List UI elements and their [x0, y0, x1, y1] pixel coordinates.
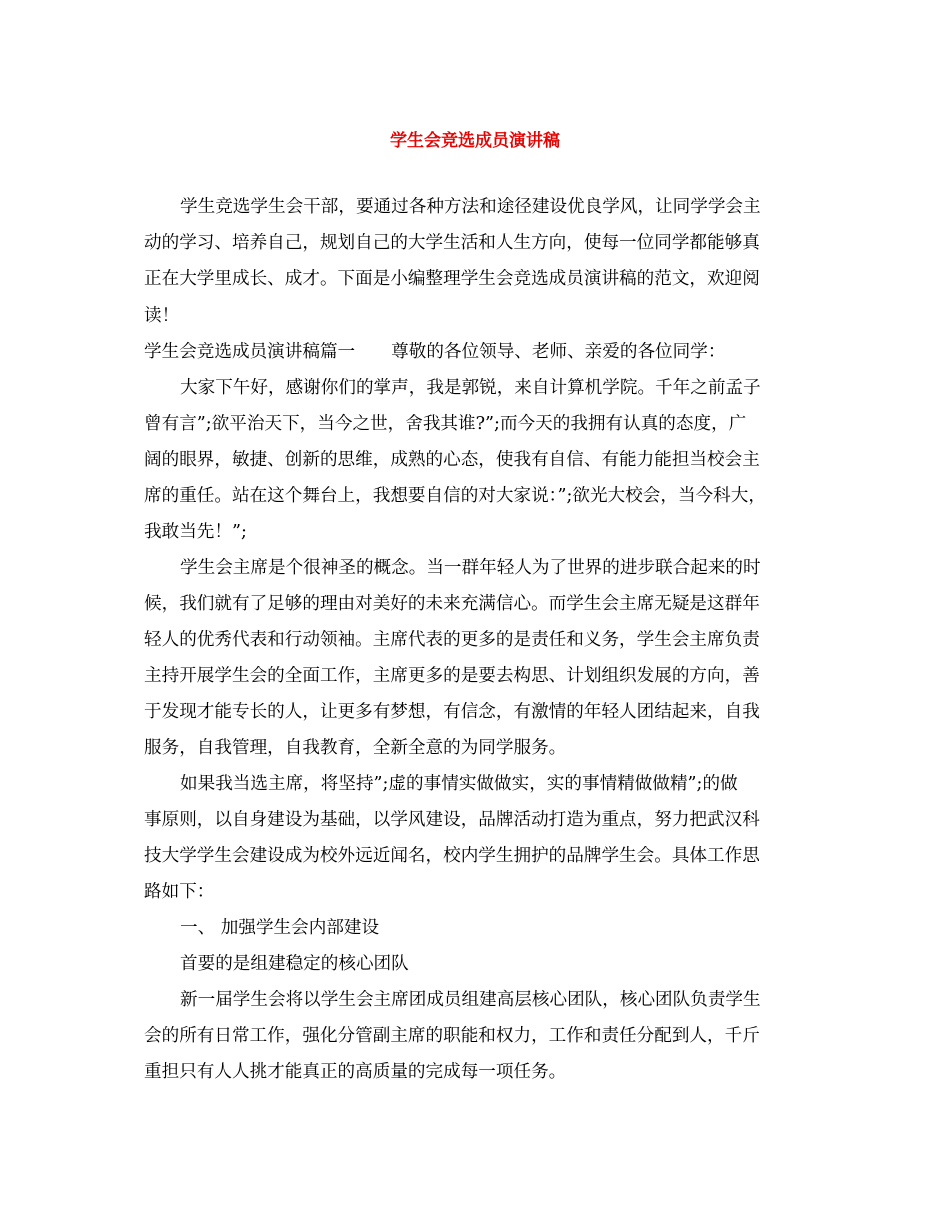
paragraph-line: 新一届学生会将以学生会主席团成员组建高层核心团队，核心团队负责学生 — [180, 990, 761, 1010]
intro-line: 学生竞选学生会干部，要通过各种方法和途径建设优良学风，让同学学会主 — [180, 197, 761, 217]
paragraph-line: 阔的眼界，敏捷、创新的思维，成熟的心态，使我有自信、有能力能担当校会主 — [144, 450, 760, 470]
paragraph-line: 席的重任。站在这个舞台上，我想要自信的对大家说：”;欲光大校会，当今科大， — [144, 486, 766, 506]
salutation: 尊敬的各位领导、老师、亲爱的各位同学： — [391, 342, 726, 362]
section-heading: 学生会竞选成员演讲稿篇一 — [144, 342, 356, 362]
list-item-subheading: 首要的是组建稳定的核心团队 — [180, 954, 409, 974]
section-heading-row — [144, 341, 725, 363]
paragraph-line: 会的所有日常工作，强化分管副主席的职能和权力，工作和责任分配到人，千斤 — [144, 1026, 760, 1046]
paragraph-line: 主持开展学生会的全面工作，主席更多的是要去构思、计划组织发展的方向，善 — [144, 666, 760, 686]
list-item-heading: 一、 加强学生会内部建设 — [180, 918, 380, 938]
intro-line: 读！ — [144, 306, 180, 326]
paragraph-line: 路如下： — [144, 882, 215, 902]
intro-line: 正在大学里成长、成才。下面是小编整理学生会竞选成员演讲稿的范文，欢迎阅 — [144, 269, 760, 289]
paragraph-line: 大家下午好，感谢你们的掌声，我是郭锐，来自计算机学院。千年之前孟子 — [180, 378, 761, 398]
paragraph-line: 事原则，以自身建设为基础，以学风建设，品牌活动打造为重点，努力把武汉科 — [144, 810, 760, 830]
paragraph-line: 于发现才能专长的人，让更多有梦想，有信念，有激情的年轻人团结起来，自我 — [144, 702, 760, 722]
paragraph-line: 如果我当选主席，将坚持”;虚的事情实做做实，实的事情精做做精”;的做 — [180, 774, 738, 794]
intro-line: 动的学习、培养自己，规划自己的大学生活和人生方向，使每一位同学都能够真 — [144, 233, 760, 253]
document-title: 学生会竞选成员演讲稿 — [390, 131, 560, 151]
paragraph-line: 轻人的优秀代表和行动领袖。主席代表的更多的是责任和义务，学生会主席负责 — [144, 630, 760, 650]
paragraph-line: 服务，自我管理，自我教育，全新全意的为同学服务。 — [144, 738, 567, 758]
paragraph-line: 重担只有人人挑才能真正的高质量的完成每一项任务。 — [144, 1062, 567, 1082]
paragraph-line: 我敢当先！”; — [144, 522, 247, 542]
paragraph-line: 候，我们就有了足够的理由对美好的未来充满信心。而学生会主席无疑是这群年 — [144, 594, 760, 614]
paragraph-line: 技大学学生会建设成为校外远近闻名，校内学生拥护的品牌学生会。具体工作思 — [144, 846, 760, 866]
paragraph-line: 曾有言”;欲平治天下，当今之世，舍我其谁?”;而今天的我拥有认真的态度，广 — [144, 414, 747, 434]
paragraph-line: 学生会主席是个很神圣的概念。当一群年轻人为了世界的进步联合起来的时 — [180, 558, 761, 578]
